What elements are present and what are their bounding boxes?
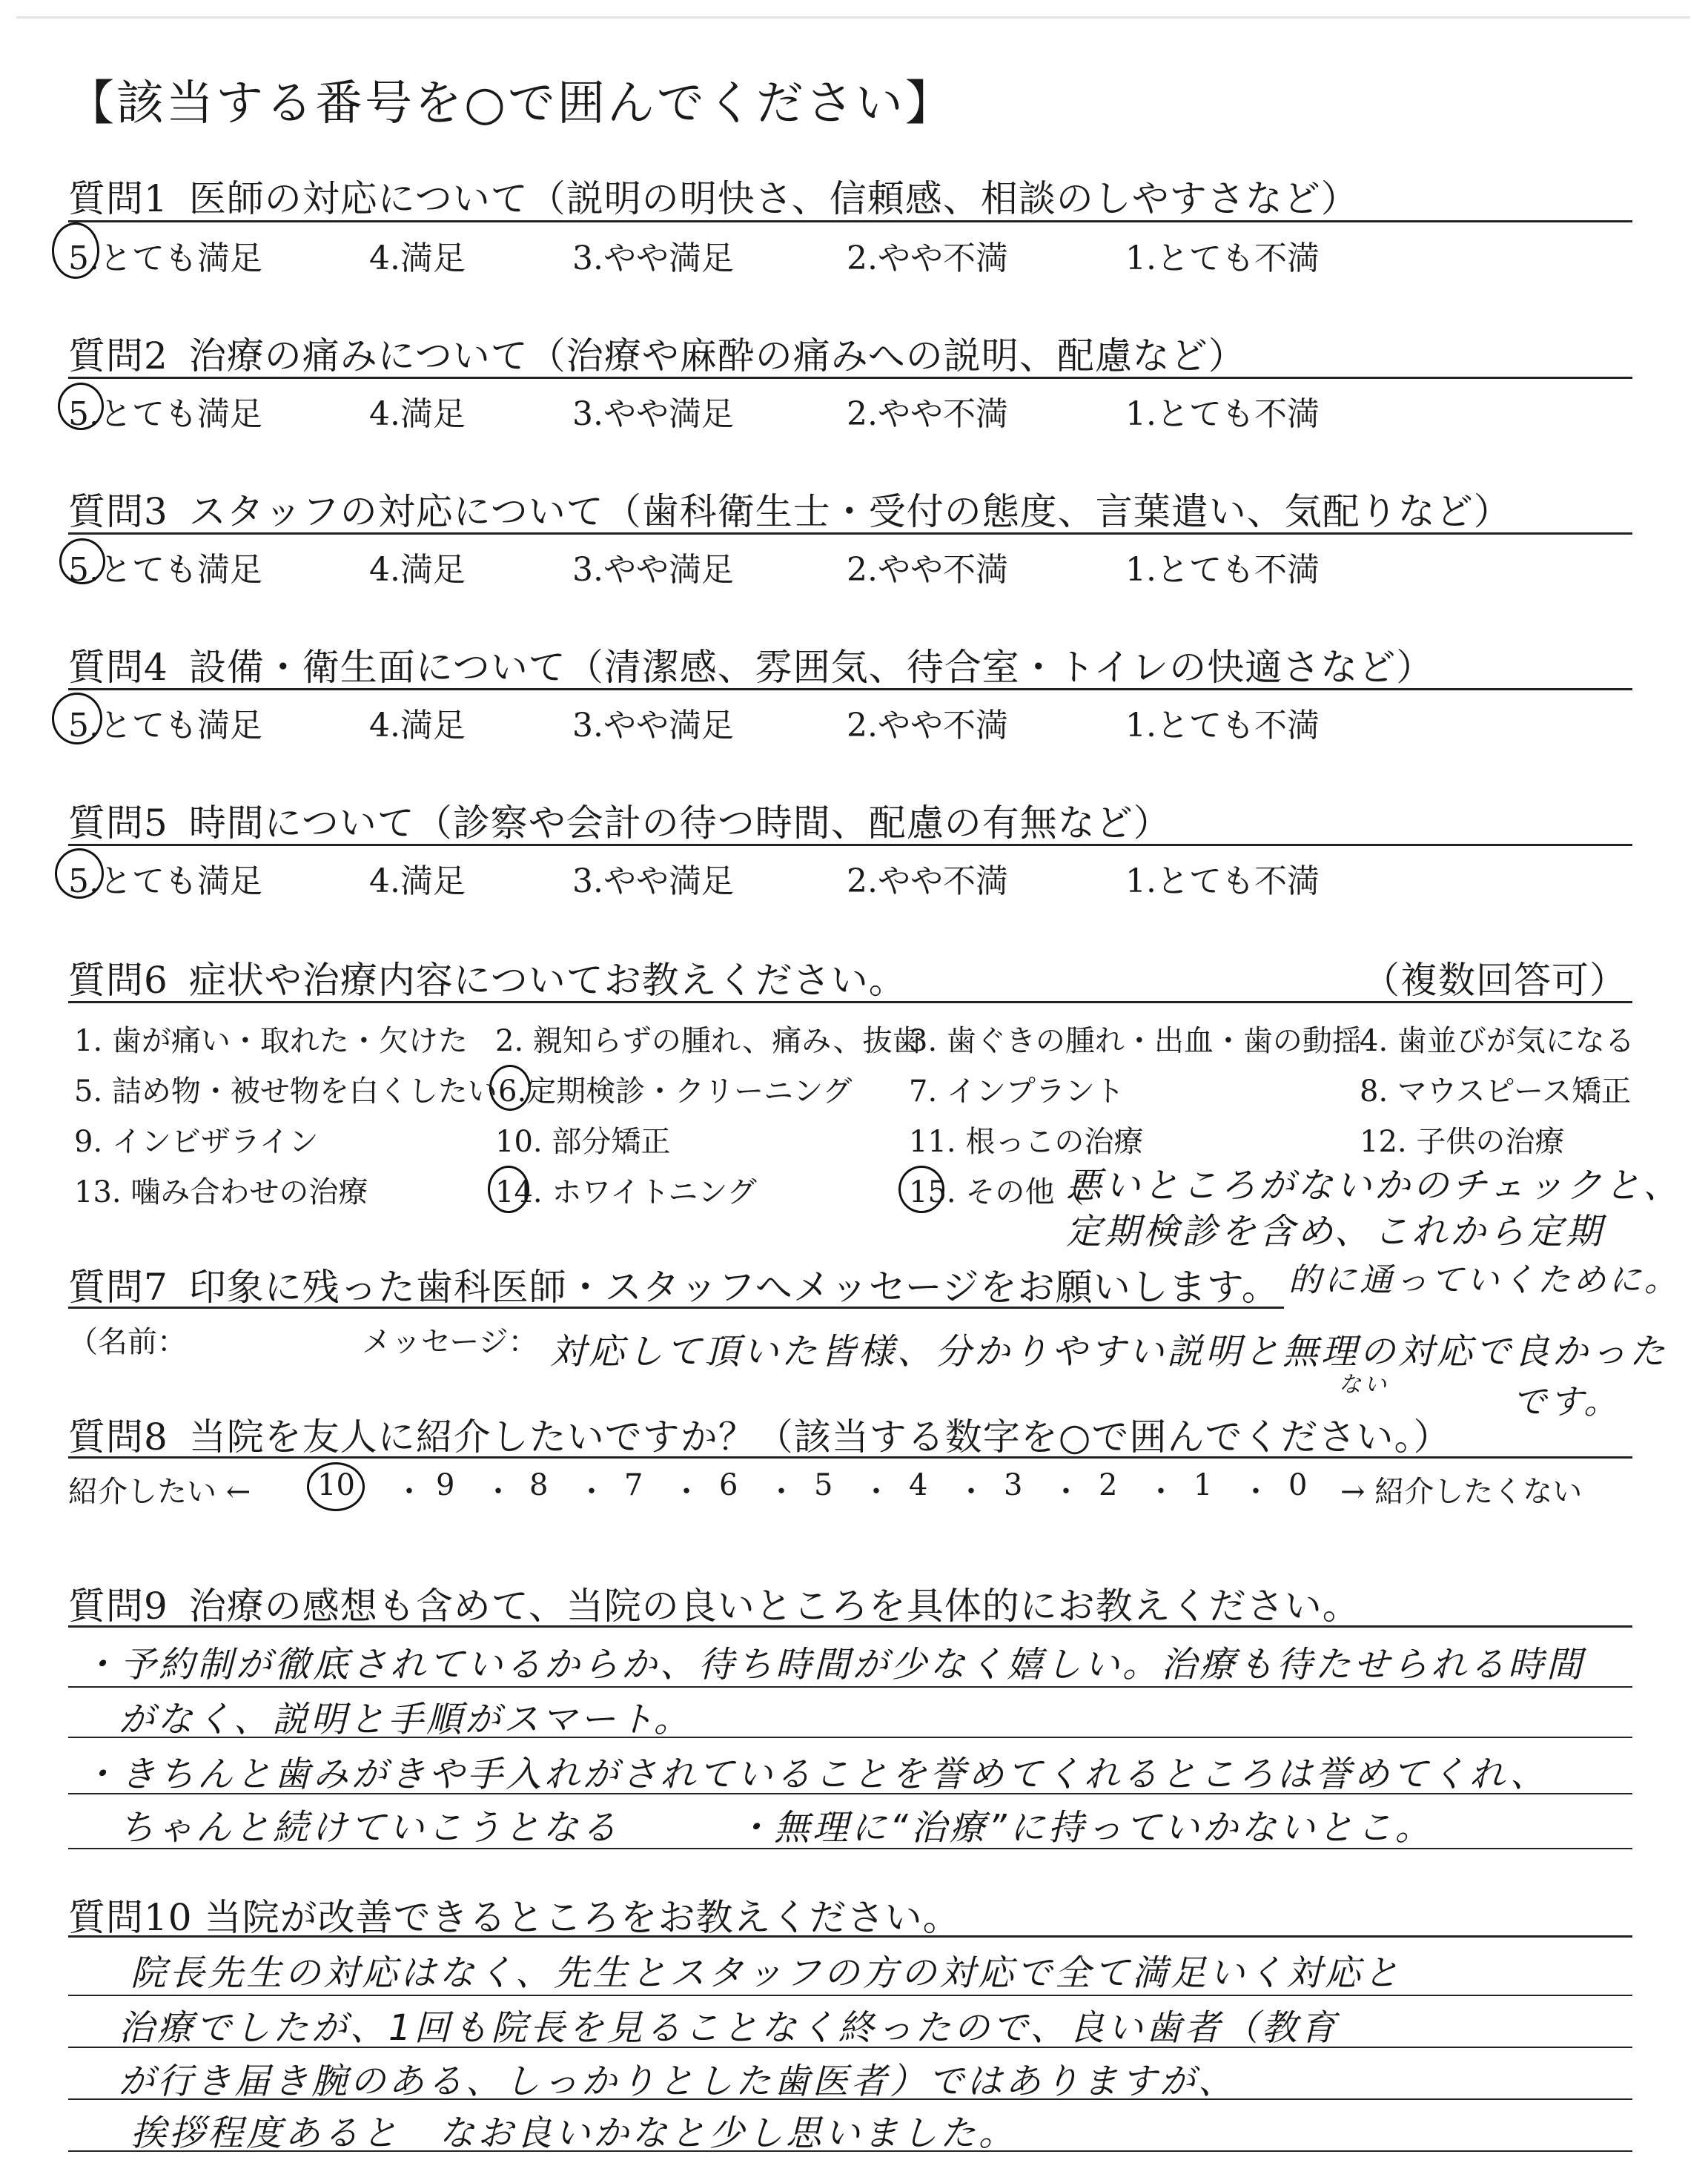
q7-message-handwritten-insert: ない — [1339, 1372, 1389, 1398]
q6-item-9[interactable]: 9. インビザライン — [74, 1125, 319, 1159]
q8-dot: ・ — [1241, 1475, 1271, 1509]
q8-dot: ・ — [1146, 1475, 1176, 1509]
q6-other-handwritten-1: 悪いところがないかのチェックと、 — [1066, 1165, 1682, 1206]
question-4-rule — [68, 688, 1632, 690]
question-9-label: 質問9 — [68, 1585, 168, 1628]
q5-option-2[interactable]: 2.やや不満 — [847, 862, 1008, 900]
q9-answer-rule — [68, 1793, 1632, 1794]
question-10 — [68, 1888, 961, 1941]
q1-option-4[interactable]: 4.満足 — [369, 240, 466, 277]
q4-option-1[interactable]: 1.とても不満 — [1125, 707, 1320, 744]
question-10-text: 当院が改善できるところをお教えください。 — [204, 1896, 961, 1939]
q10-answer-line-4: 挨拶程度あると なお良いかなと少し思いました。 — [130, 2113, 1018, 2154]
question-2 — [68, 326, 1246, 380]
q8-left-label: 紹介したい ← — [68, 1475, 251, 1509]
q2-option-4[interactable]: 4.満足 — [369, 395, 466, 433]
question-1-rule — [68, 220, 1632, 222]
q6-item-5[interactable]: 5. 詰め物・被せ物を白くしたい — [74, 1074, 497, 1109]
q3-option-5[interactable]: 5.とても満足 — [68, 551, 262, 589]
q4-selected-circle — [52, 693, 102, 744]
q1-option-2[interactable]: 2.やや不満 — [847, 240, 1008, 277]
question-3-text: スタッフの対応について（歯科衛生士・受付の態度、言葉遣い、気配りなど） — [188, 490, 1512, 533]
q10-answer-rule — [68, 2047, 1632, 2048]
q7-message-handwritten-end: です。 — [1512, 1381, 1621, 1421]
question-1-label: 質問1 — [68, 177, 168, 220]
q8-dot: ・ — [767, 1475, 796, 1509]
q6-other-handwritten-2: 定期検診を含め、これから定期 — [1066, 1211, 1605, 1252]
question-6-label: 質問6 — [68, 959, 168, 1002]
q8-dot: ・ — [483, 1475, 513, 1509]
question-5 — [68, 793, 1171, 847]
q6-item-6[interactable]: 6.定期検診・クリーニング — [498, 1074, 853, 1109]
q7-message-label: メッセージ： — [362, 1325, 538, 1359]
question-6 — [68, 951, 907, 1004]
q6-selected-15-circle — [898, 1166, 944, 1213]
q6-selected-6-circle — [489, 1065, 531, 1111]
question-5-rule — [68, 844, 1632, 846]
q8-selected-circle — [307, 1462, 365, 1511]
q8-scale-10[interactable]: 10 — [317, 1468, 355, 1502]
q8-scale-4[interactable]: 4 — [909, 1468, 928, 1502]
q8-dot: ・ — [861, 1475, 891, 1509]
q6-item-3[interactable]: 3. 歯ぐきの腫れ・出血・歯の動揺 — [909, 1024, 1362, 1058]
q8-scale-3[interactable]: 3 — [1004, 1468, 1023, 1502]
q5-option-5[interactable]: 5.とても満足 — [68, 862, 262, 900]
q5-option-4[interactable]: 4.満足 — [369, 862, 466, 900]
q1-option-3[interactable]: 3.やや満足 — [572, 240, 734, 277]
question-7-text: 印象に残った歯科医師・スタッフへメッセージをお願いします。 — [188, 1266, 1280, 1309]
q9-answer-rule — [68, 1848, 1632, 1849]
q10-answer-rule — [68, 1995, 1632, 1996]
q9-answer-rule — [68, 1686, 1632, 1688]
question-2-rule — [68, 377, 1632, 379]
q8-scale-2[interactable]: 2 — [1099, 1468, 1118, 1502]
q6-item-13[interactable]: 13. 噛み合わせの治療 — [74, 1175, 368, 1209]
question-6-rule — [68, 1001, 1632, 1003]
question-9-rule — [68, 1625, 1632, 1628]
question-4-label: 質問4 — [68, 646, 168, 689]
q5-option-3[interactable]: 3.やや満足 — [572, 862, 734, 900]
q10-answer-rule — [68, 2150, 1632, 2152]
q4-option-3[interactable]: 3.やや満足 — [572, 707, 734, 744]
q10-answer-line-1: 院長先生の対応はなく、先生とスタッフの方の対応で全て満足いく対応と — [130, 1952, 1403, 1994]
question-8-rule — [68, 1456, 1632, 1459]
q8-dot: ・ — [672, 1475, 701, 1509]
q9-answer-line-1: ・予約制が徹底されているからか、待ち時間が少なく嬉しい。治療も待たせられる時間 — [82, 1644, 1586, 1685]
q8-scale-7[interactable]: 7 — [624, 1468, 643, 1502]
q8-scale-1[interactable]: 1 — [1194, 1468, 1213, 1502]
question-7 — [68, 1258, 1280, 1311]
q3-option-1[interactable]: 1.とても不満 — [1125, 551, 1320, 589]
q8-scale-0[interactable]: 0 — [1288, 1468, 1308, 1502]
question-3-label: 質問3 — [68, 490, 168, 533]
question-9 — [68, 1576, 1360, 1630]
q1-option-1[interactable]: 1.とても不満 — [1125, 240, 1320, 277]
q9-answer-line-4: ちゃんと続けていこうとなる ・無理に“治療”に持っていかないとこ。 — [119, 1807, 1434, 1849]
q2-option-3[interactable]: 3.やや満足 — [572, 395, 734, 433]
q8-right-label: → 紹介したくない — [1340, 1475, 1583, 1509]
question-8-label: 質問8 — [68, 1416, 168, 1459]
q2-selected-circle — [58, 383, 104, 430]
q8-dot: ・ — [956, 1475, 986, 1509]
question-10-rule — [68, 1935, 1632, 1938]
q6-item-4[interactable]: 4. 歯並びが気になる — [1360, 1024, 1635, 1058]
q2-option-5[interactable]: 5.とても満足 — [68, 395, 262, 433]
q10-answer-line-2: 治療でしたが、1回も院長を見ることなく終ったので、良い歯者（教育 — [119, 2007, 1339, 2049]
question-6-note: （複数回答可） — [1363, 959, 1627, 1002]
question-2-label: 質問2 — [68, 334, 168, 377]
question-1 — [68, 169, 1359, 222]
q8-scale-9[interactable]: 9 — [436, 1468, 455, 1502]
q9-answer-rule — [68, 1737, 1632, 1738]
question-5-label: 質問5 — [68, 802, 168, 845]
top-border — [16, 16, 1690, 19]
q6-item-12[interactable]: 12. 子供の治療 — [1360, 1125, 1565, 1159]
q8-scale-5[interactable]: 5 — [814, 1468, 833, 1502]
question-8-text: 当院を友人に紹介したいですか？（該当する数字を○で囲んでください。） — [188, 1416, 1452, 1459]
q1-selected-circle — [52, 222, 99, 279]
question-4 — [68, 638, 1434, 691]
page-title: 【該当する番号を○で囲んでください】 — [67, 76, 955, 131]
q5-selected-circle — [55, 848, 104, 899]
q3-selected-circle — [59, 538, 105, 584]
q2-option-1[interactable]: 1.とても不満 — [1125, 395, 1320, 433]
q6-item-15[interactable]: 15. その他（ — [909, 1175, 1085, 1209]
question-7-label: 質問7 — [68, 1266, 168, 1309]
q9-answer-line-3: ・きちんと歯みがきや手入れがされていることを誉めてくれるところは誉めてくれ、 — [82, 1754, 1549, 1795]
question-3 — [68, 482, 1512, 535]
q4-option-4[interactable]: 4.満足 — [369, 707, 466, 744]
question-1-text: 医師の対応について（説明の明快さ、信頼感、相談のしやすさなど） — [188, 177, 1359, 220]
q6-item-2[interactable]: 2. 親知らずの腫れ、痛み、抜歯 — [495, 1024, 922, 1058]
q5-option-1[interactable]: 1.とても不満 — [1125, 862, 1320, 900]
question-5-text: 時間について（診察や会計の待つ時間、配慮の有無など） — [188, 802, 1171, 845]
q6-item-7[interactable]: 7. インプラント — [909, 1074, 1125, 1109]
q6-item-8[interactable]: 8. マウスピース矯正 — [1360, 1074, 1632, 1109]
q4-option-5[interactable]: 5.とても満足 — [68, 707, 262, 744]
q6-other-handwritten-3: 的に通っていくために。 — [1288, 1261, 1680, 1299]
q6-item-1[interactable]: 1. 歯が痛い・取れた・欠けた — [74, 1024, 468, 1058]
q3-option-2[interactable]: 2.やや不満 — [847, 551, 1008, 589]
q8-scale-8[interactable]: 8 — [529, 1468, 549, 1502]
question-3-rule — [68, 532, 1632, 535]
question-2-text: 治療の痛みについて（治療や麻酔の痛みへの説明、配慮など） — [188, 334, 1246, 377]
q10-answer-rule — [68, 2098, 1632, 2100]
q6-item-14[interactable]: 14. ホワイトニング — [495, 1175, 757, 1209]
q7-name-label: （名前： — [68, 1325, 187, 1359]
question-10-label: 質問10 — [68, 1896, 193, 1939]
question-4-text: 設備・衛生面について（清潔感、雰囲気、待合室・トイレの快適さなど） — [188, 646, 1434, 689]
q3-option-3[interactable]: 3.やや満足 — [572, 551, 734, 589]
q4-option-2[interactable]: 2.やや不満 — [847, 707, 1008, 744]
q9-answer-line-2: がなく、説明と手順がスマート。 — [119, 1699, 692, 1740]
question-9-text: 治療の感想も含めて、当院の良いところを具体的にお教えください。 — [188, 1585, 1360, 1628]
q3-option-4[interactable]: 4.満足 — [369, 551, 466, 589]
q8-dot: ・ — [1051, 1475, 1081, 1509]
q6-item-10[interactable]: 10. 部分矯正 — [495, 1125, 671, 1159]
q8-dot: ・ — [394, 1475, 424, 1509]
q2-option-2[interactable]: 2.やや不満 — [847, 395, 1008, 433]
q7-message-handwritten: 対応して頂いた皆様、分かりやすい説明と無理の対応で良かった — [550, 1331, 1669, 1373]
q8-dot: ・ — [577, 1475, 606, 1509]
q6-item-11[interactable]: 11. 根っこの治療 — [909, 1125, 1144, 1159]
q1-option-5[interactable]: 5.とても満足 — [68, 240, 262, 277]
q8-scale-6[interactable]: 6 — [719, 1468, 738, 1502]
question-6-text: 症状や治療内容についてお教えください。 — [188, 959, 907, 1002]
q6-selected-14-circle — [488, 1166, 529, 1213]
question-8 — [68, 1407, 1451, 1461]
q10-answer-line-3: が行き届き腕のある、しっかりとした歯医者）ではありますが、 — [119, 2061, 1237, 2102]
question-7-rule — [68, 1307, 1284, 1309]
